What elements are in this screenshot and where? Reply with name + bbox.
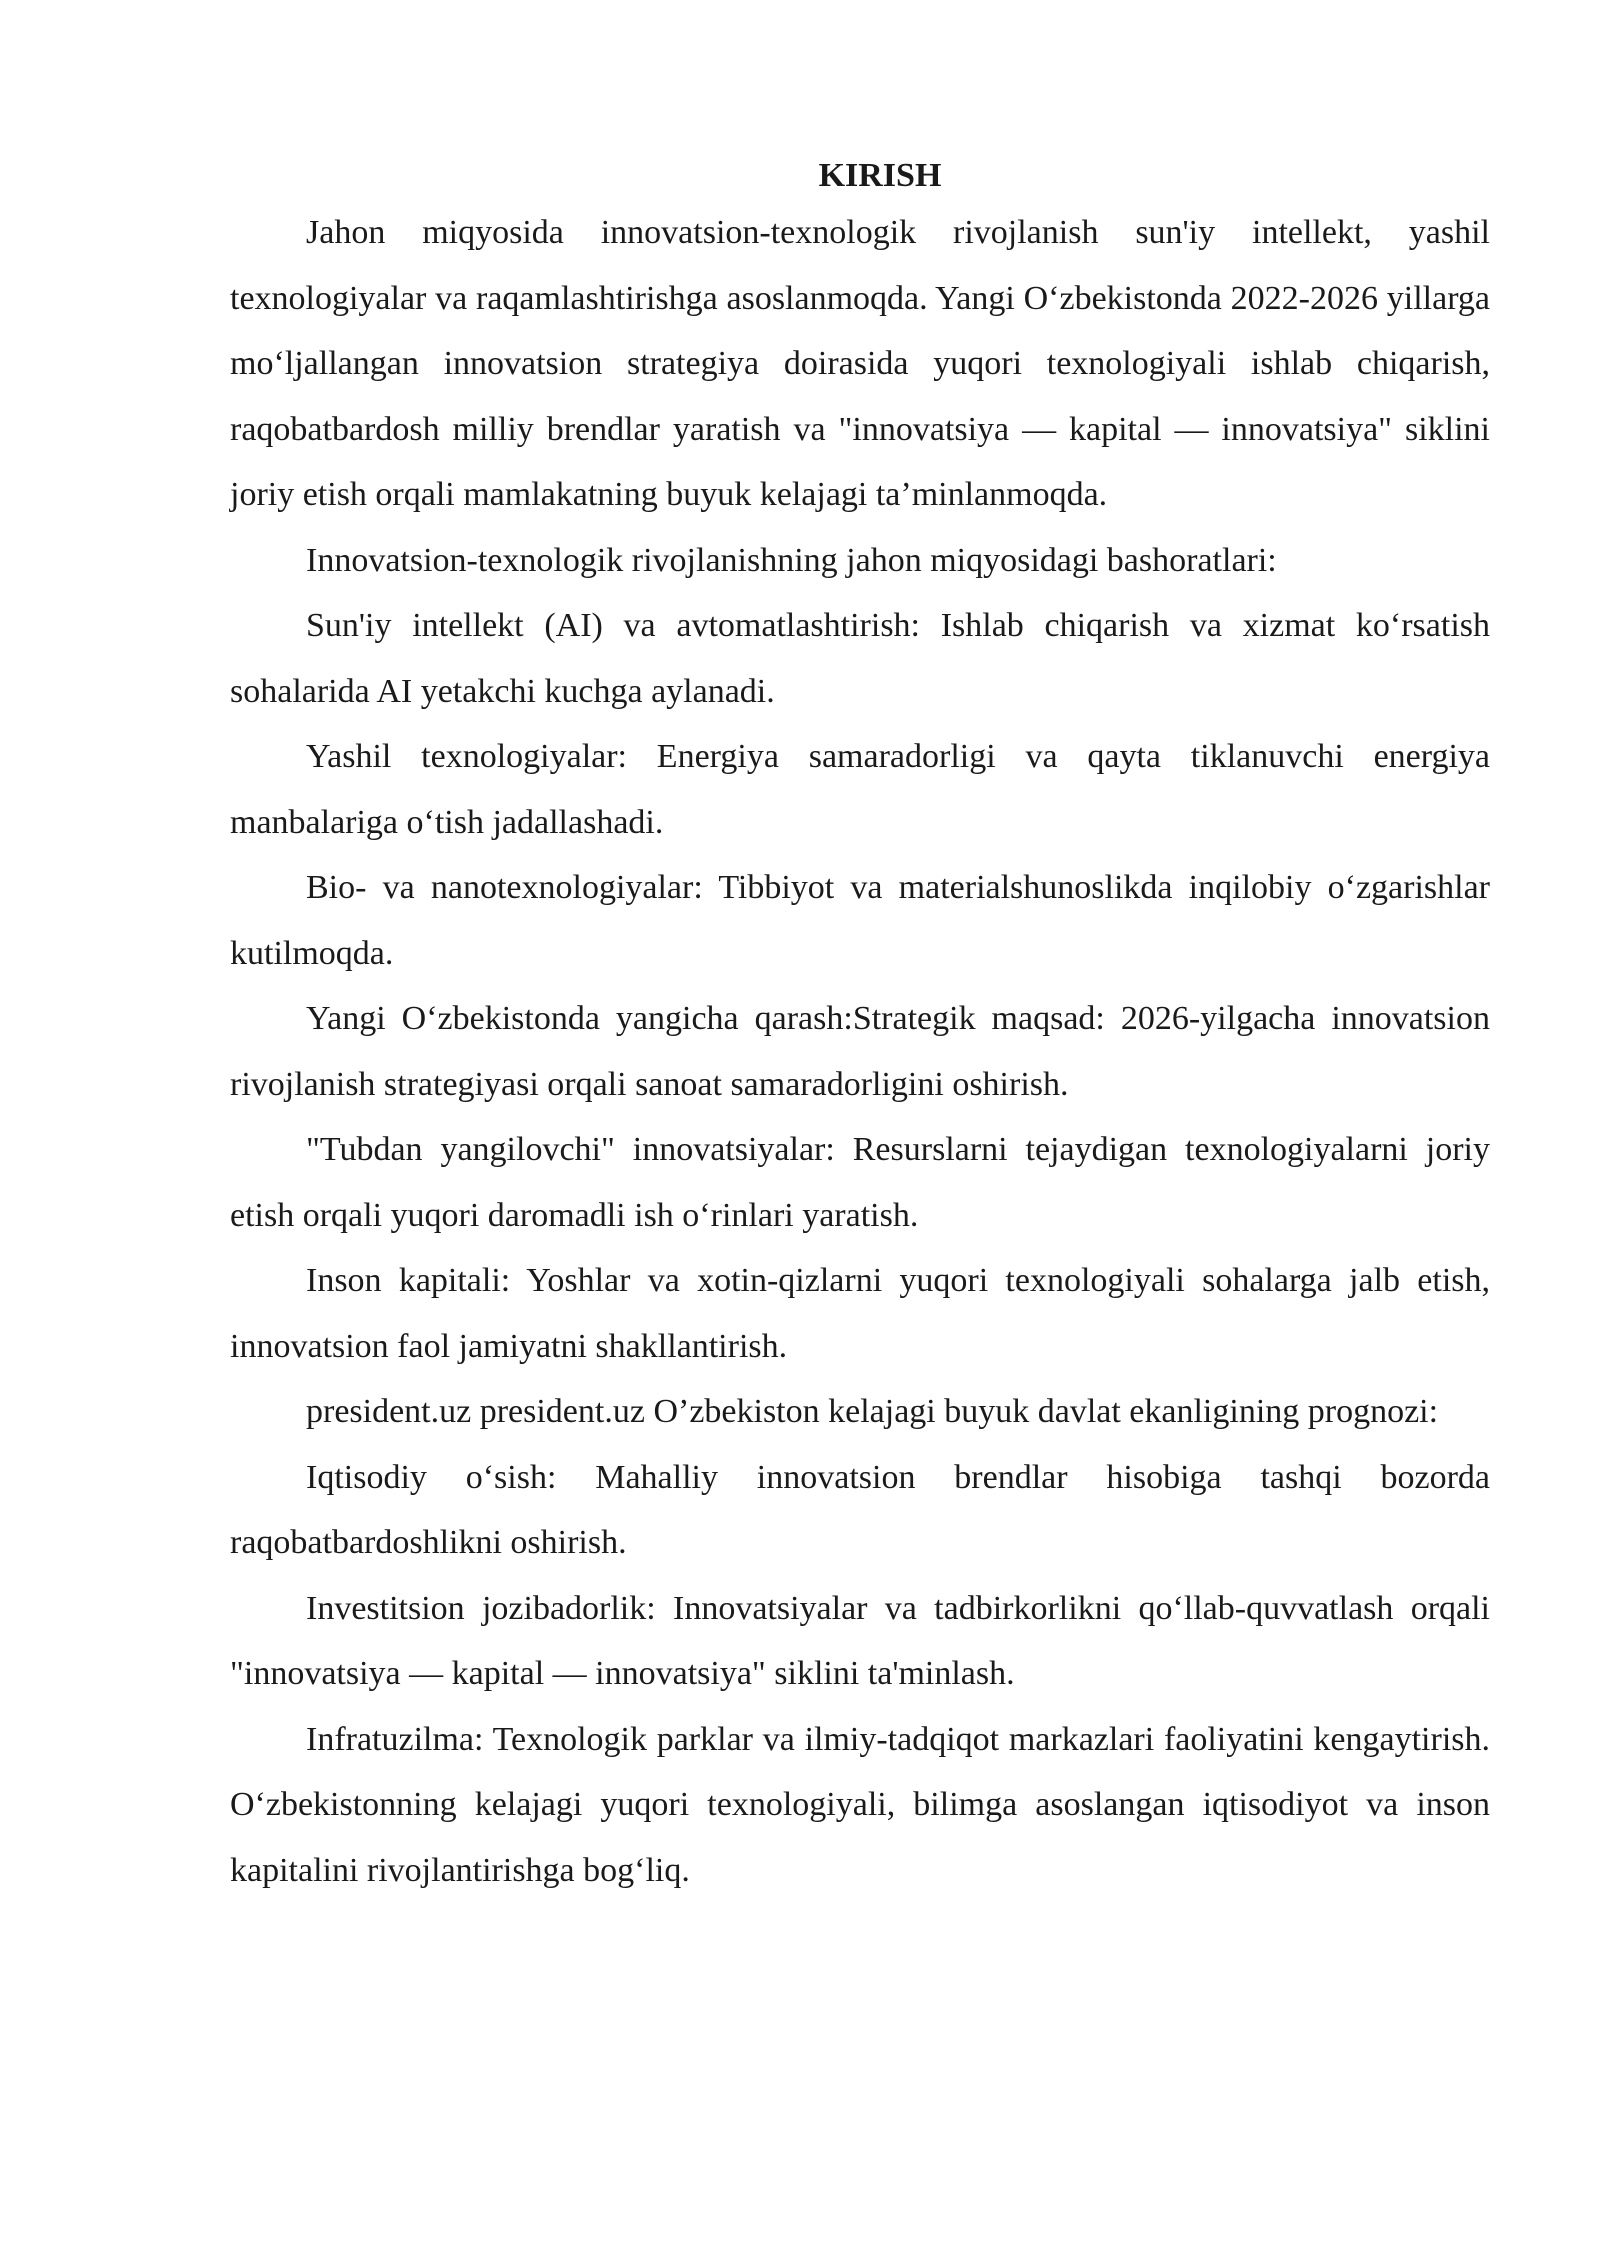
paragraph-green-tech: Yashil texnologiyalar: Energiya samaradorligi va qayta tiklanuvchi energiya manbalariga o‘tish jadallashadi. <box>230 738 1490 841</box>
paragraph-infrastructure: Infratuzilma: Texnologik parklar va ilmiy-tadqiqot markazlari faoliyatini kengaytirish. O‘zbekistonning kelajagi yuqori texnologiyali, bilimga asoslangan iqtisodiyot va inson kapitalini rivojlantirishga bog‘liq. <box>230 1720 1490 1889</box>
paragraph-new-uzbekistan: Yangi O‘zbekistonda yangicha qarash:Strategik maqsad: 2026-yilgacha innovatsion rivojlanish strategiyasi orqali sanoat samaradorligini oshirish. <box>230 1000 1490 1103</box>
paragraph-prognosis: president.uz president.uz O’zbekiston kelajagi buyuk davlat ekanligining prognozi: <box>306 1393 1439 1430</box>
paragraph-ai: Sun'iy intellekt (AI) va avtomatlashtirish: Ishlab chiqarish va xizmat ko‘rsatish sohalarida AI yetakchi kuchga aylanadi. <box>230 607 1490 710</box>
paragraph-economic-growth: Iqtisodiy o‘sish: Mahalliy innovatsion brendlar hisobiga tashqi bozorda raqobatbardoshlikni oshirish. <box>230 1458 1490 1561</box>
paragraph-human-capital: Inson kapitali: Yoshlar va xotin-qizlarni yuqori texnologiyali sohalarga jalb etish, innovatsion faol jamiyatni shakllantirish. <box>230 1262 1490 1365</box>
document-title: KIRISH <box>818 157 942 194</box>
paragraph-bio-nano: Bio- va nanotexnologiyalar: Tibbiyot va materialshunoslikda inqilobiy o‘zgarishlar kutilmoqda. <box>230 869 1490 972</box>
paragraph-investment: Investitsion jozibadorlik: Innovatsiyalar va tadbirkorlikni qo‘llab-quvvatlash orqali "innovatsiya — kapital — innovatsiya" siklini ta'minlash. <box>230 1589 1490 1692</box>
paragraph-disruptive-innovations: "Tubdan yangilovchi" innovatsiyalar: Resurslarni tejaydigan texnologiyalarni joriy etish orqali yuqori daromadli ish o‘rinlari yaratish. <box>230 1131 1490 1234</box>
paragraph-forecasts-heading: Innovatsion-texnologik rivojlanishning jahon miqyosidagi bashoratlari: <box>306 541 1277 579</box>
document-page <box>230 152 1490 1903</box>
paragraph-intro: Jahon miqyosida innovatsion-texnologik rivojlanish sun'iy intellekt, yashil texnologiyalar va raqamlashtirishga asoslanmoqda. Yangi O‘zbekistonda 2022-2026 yillarga mo‘ljallangan innovatsion strategiya doirasida yuqori texnologiyali ishlab chiqarish, raqobatbardosh milliy brendlar yaratish va "innovatsiya — kapital — innovatsiya" siklini joriy etish orqali mamlakatning buyuk kelajagi ta’minlanmoqda. <box>230 214 1490 513</box>
